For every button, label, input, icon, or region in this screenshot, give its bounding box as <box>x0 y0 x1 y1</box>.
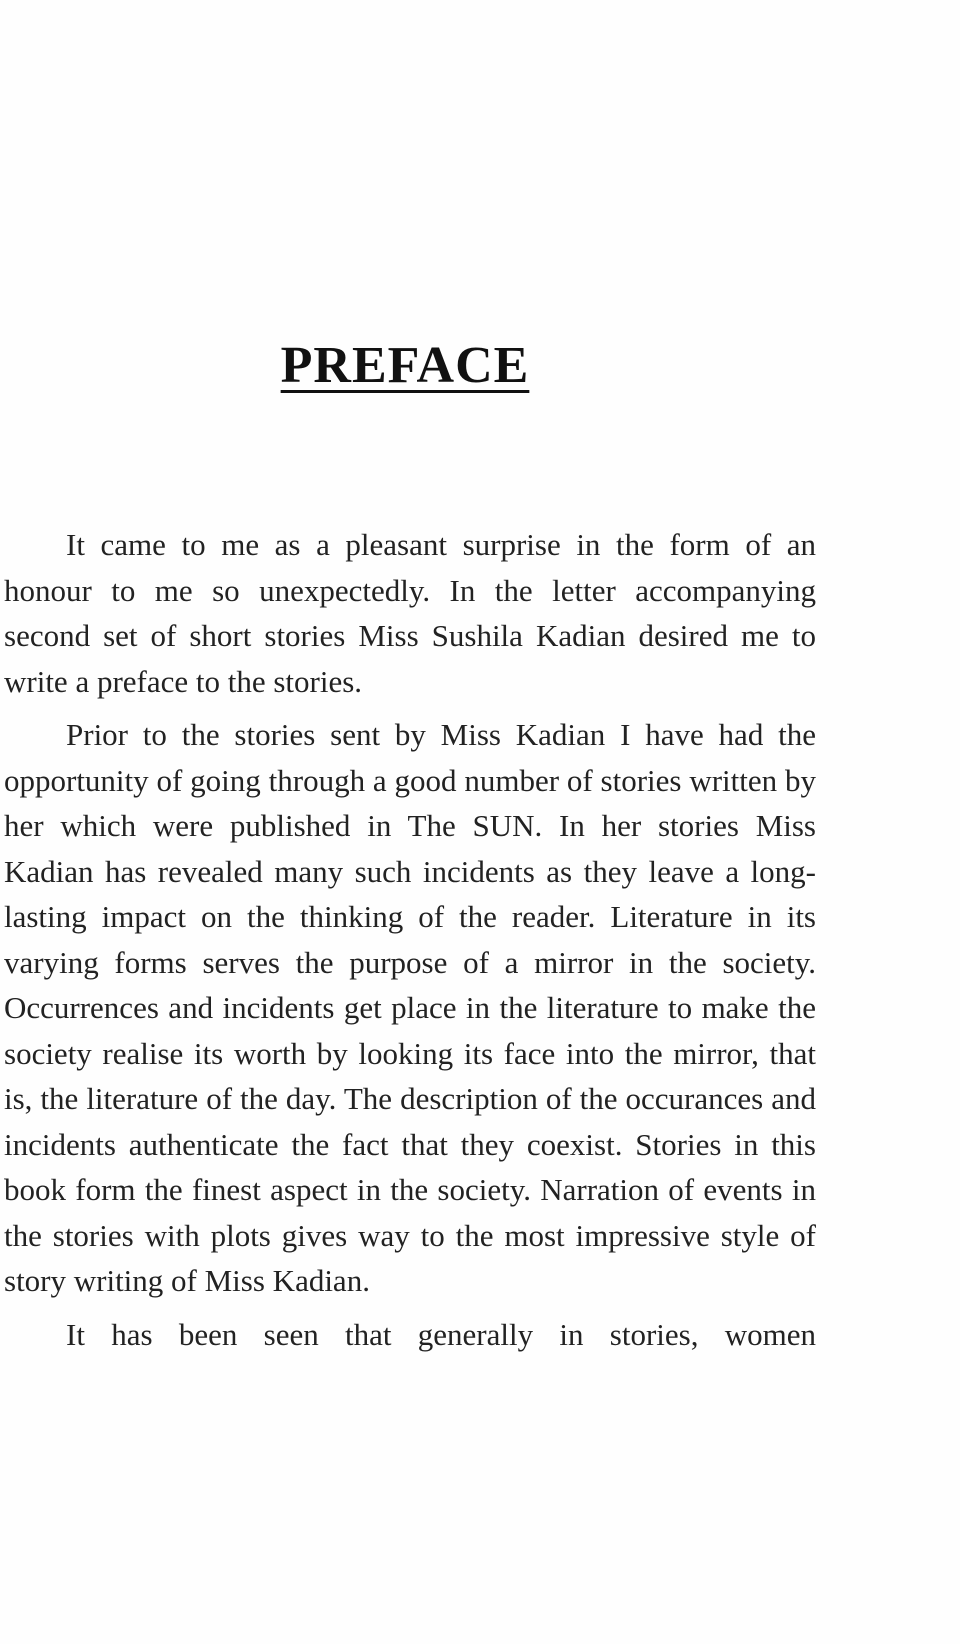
preface-body <box>4 522 816 1365</box>
paragraph-1: It came to me as a pleasant surprise in the form of an honour to me so unexpectedly. In the letter accompanying second set of short stories Miss Sushila Kadian desired me to write a preface to the stories. <box>4 527 816 699</box>
page-title: PREFACE <box>280 337 530 394</box>
paragraph-2: Prior to the stories sent by Miss Kadian I have had the opportunity of going through a good number of stories written by her which were published in The SUN. In her stories Miss Kadian has revealed many such incidents as they leave a long-lasting impact on the thinking of the reader. Literature in its varying forms serves the purpose of a mirror in the society. Occurrences and incidents get place in the literature to make the society realise its worth by looking its face into the mirror, that is, the literature of the day. The description of the occurances and incidents authenticate the fact that they coexist. Stories in this book form the finest aspect in the society. Narration of events in the stories with plots gives way to the most impressive style of story writing of Miss Kadian. <box>4 717 816 1298</box>
paragraph-3: It has been seen that generally in stories, women <box>66 1316 816 1352</box>
